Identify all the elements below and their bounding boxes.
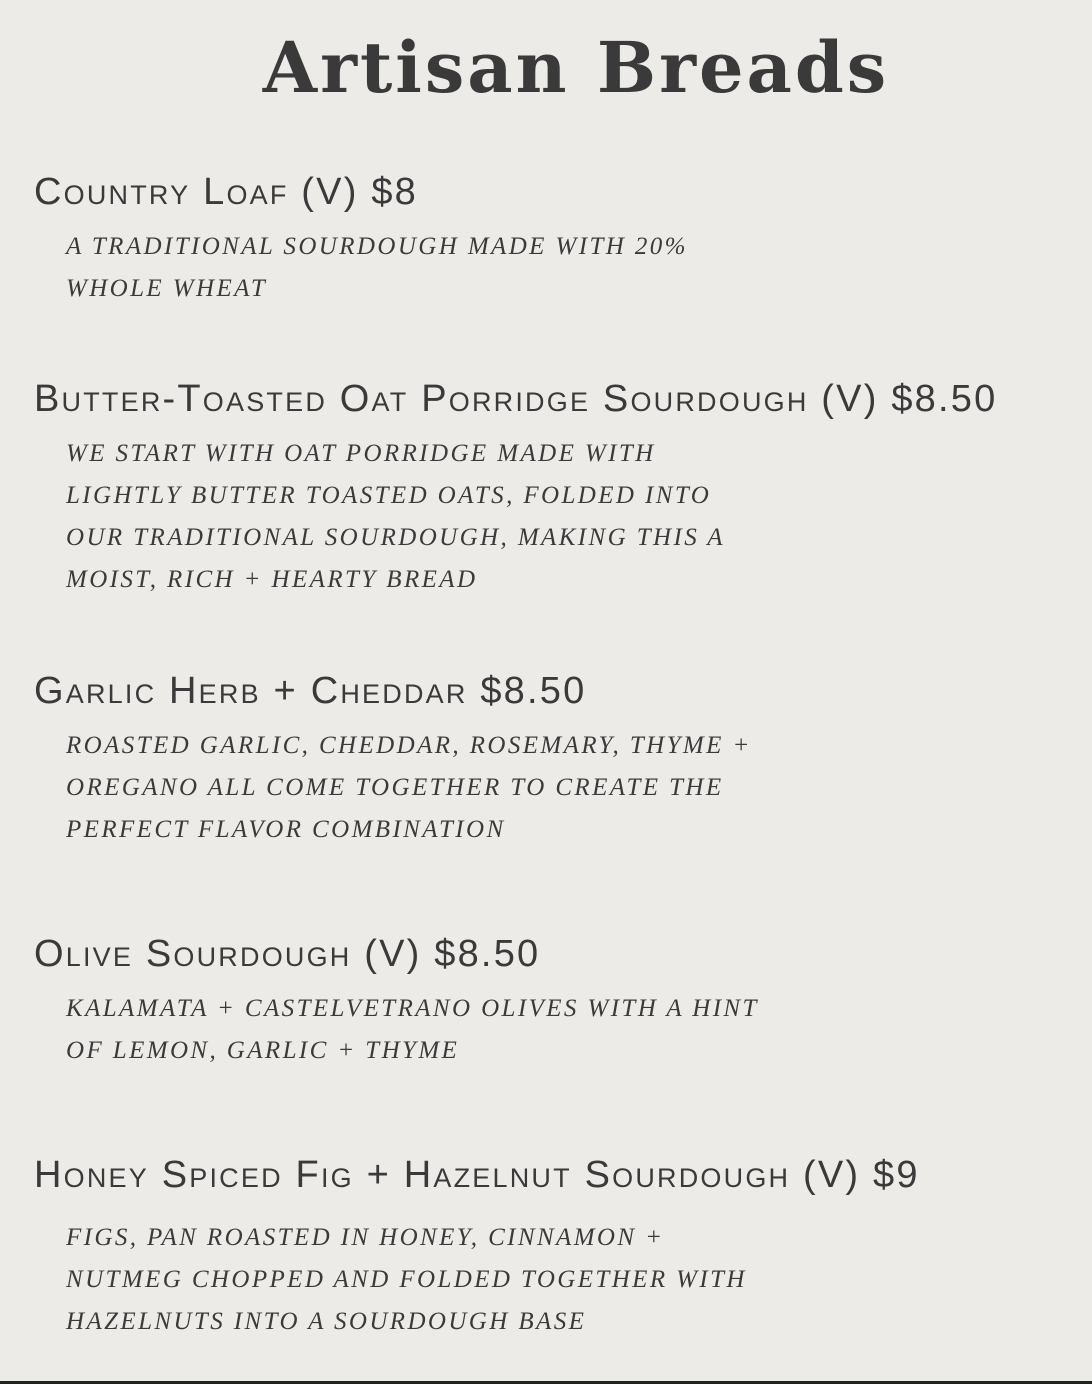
menu-item-name: Country Loaf (V) $8 [34,171,418,213]
menu-item-garlic-herb-cheddar [34,669,1074,851]
menu-item-name: Olive Sourdough (V) $8.50 [34,933,541,975]
description-line: A TRADITIONAL SOURDOUGH MADE WITH 20% [66,233,688,260]
description-line: ROASTED GARLIC, CHEDDAR, ROSEMARY, THYME + [66,732,752,759]
menu-item-honey-fig-hazelnut [34,1153,1074,1343]
description-line: OREGANO ALL COME TOGETHER TO CREATE THE [66,774,724,801]
menu-item-olive-sourdough [34,932,1074,1072]
menu-item-name: Butter-Toasted Oat Porridge Sourdough (V) $8.50 [34,378,998,420]
description-line: FIGS, PAN ROASTED IN HONEY, CINNAMON + [66,1224,665,1251]
menu-item-name: Garlic Herb + Cheddar $8.50 [34,670,587,712]
description-line: OF LEMON, GARLIC + THYME [66,1037,460,1064]
description-line: MOIST, RICH + HEARTY BREAD [66,566,478,593]
description-line: HAZELNUTS INTO A SOURDOUGH BASE [66,1308,587,1335]
description-line: LIGHTLY BUTTER TOASTED OATS, FOLDED INTO [66,482,712,509]
description-line: KALAMATA + CASTELVETRANO OLIVES WITH A HINT [66,995,759,1022]
menu-item-oat-porridge [34,377,1074,601]
menu-item-country-loaf [34,170,1074,310]
description-line: PERFECT FLAVOR COMBINATION [66,816,506,843]
menu-item-description [66,725,826,851]
menu-item-description [66,433,826,601]
description-line: WHOLE WHEAT [66,275,268,302]
description-line: NUTMEG CHOPPED AND FOLDED TOGETHER WITH [66,1266,747,1293]
menu-item-name: Honey Spiced Fig + Hazelnut Sourdough (V) $9 [34,1154,920,1196]
menu-item-description [66,988,826,1072]
menu-item-description [66,226,826,310]
description-line: OUR TRADITIONAL SOURDOUGH, MAKING THIS A [66,524,725,551]
menu-item-description [66,1217,826,1343]
menu-title: Artisan Breads [262,26,890,109]
description-line: WE START WITH OAT PORRIDGE MADE WITH [66,440,656,467]
